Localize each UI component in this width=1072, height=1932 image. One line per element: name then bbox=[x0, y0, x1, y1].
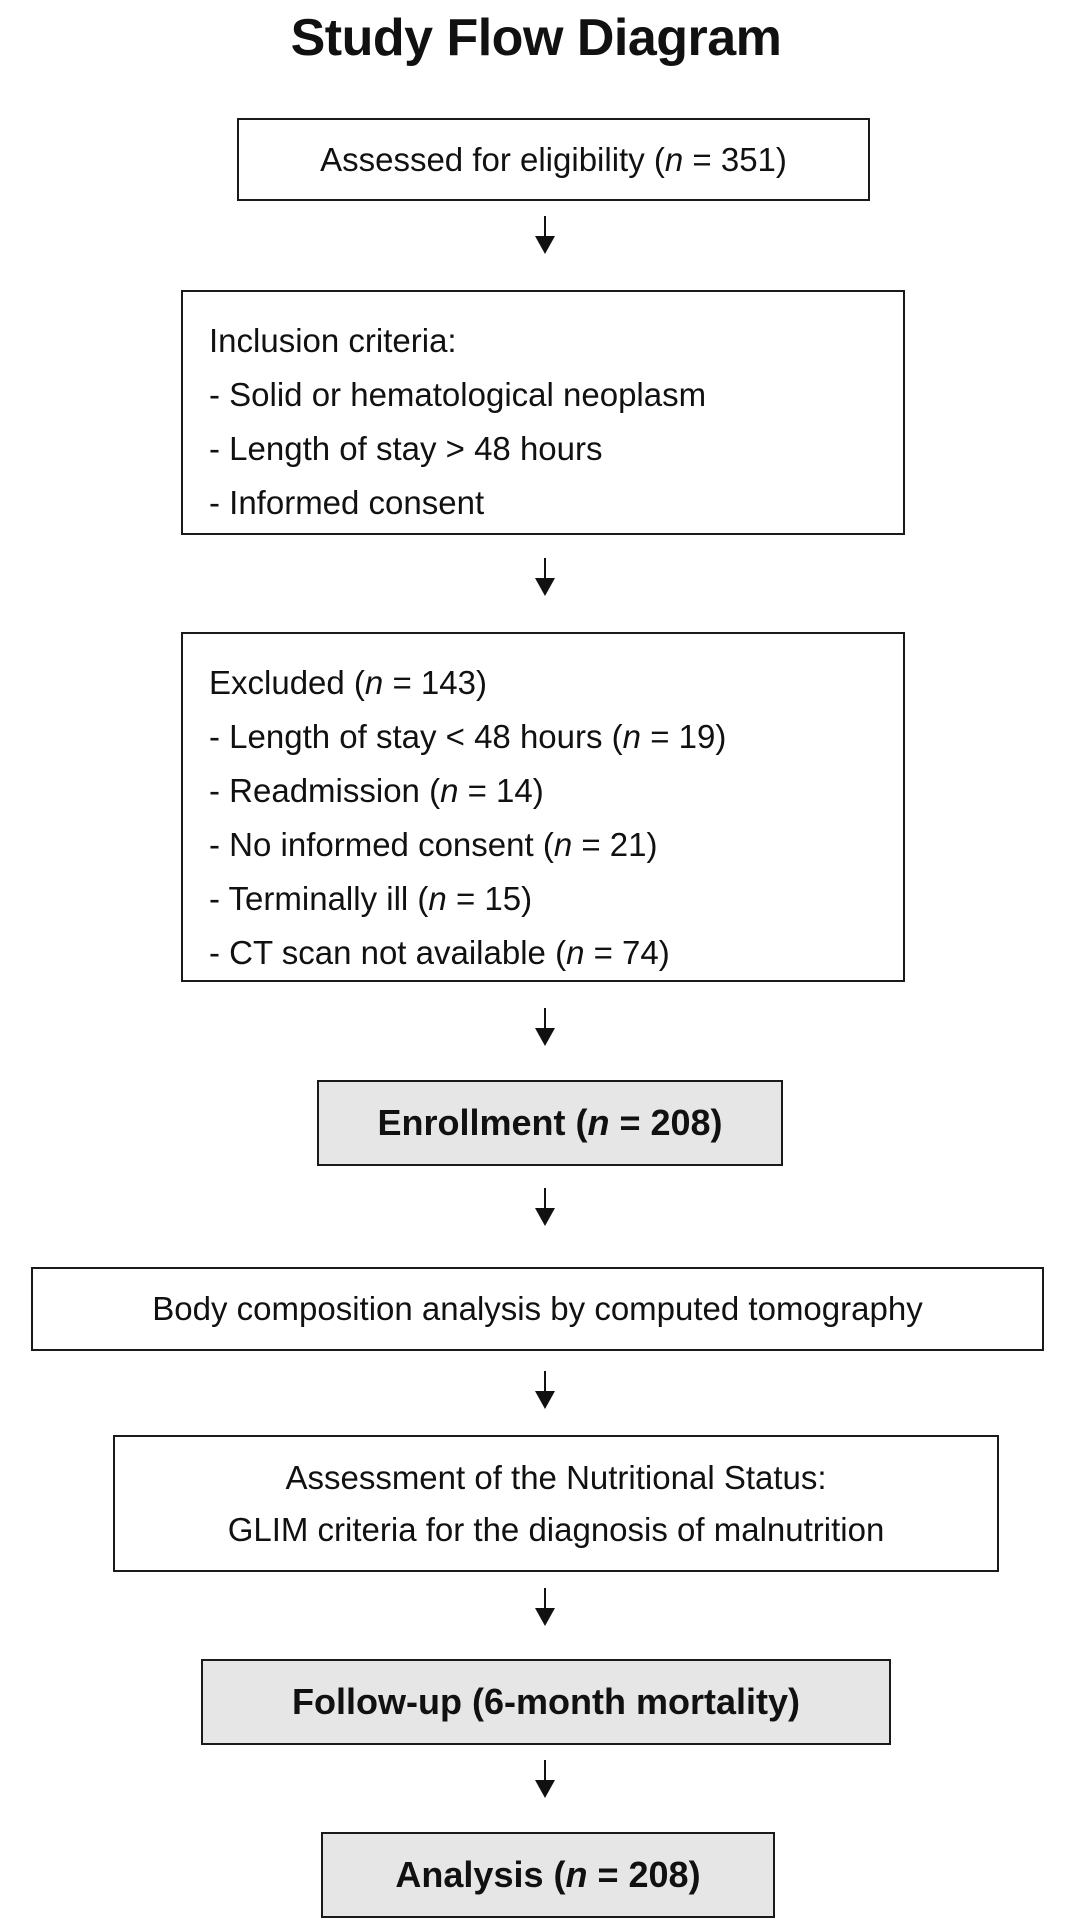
body-composition-text: Body composition analysis by computed tomography bbox=[152, 1290, 923, 1327]
nutritional-status-line1: Assessment of the Nutritional Status: bbox=[285, 1458, 827, 1496]
excluded-item: - No informed consent (n = 21) bbox=[209, 826, 658, 863]
inclusion-heading: Inclusion criteria: bbox=[209, 322, 457, 359]
excluded-heading: Excluded (n = 143) bbox=[209, 664, 487, 701]
excluded-item: - Length of stay < 48 hours (n = 19) bbox=[209, 718, 727, 755]
inclusion-criteria-box bbox=[181, 290, 905, 535]
nutritional-status-line2: GLIM criteria for the diagnosis of malnutrition bbox=[227, 1510, 885, 1548]
excluded-item: - CT scan not available (n = 74) bbox=[209, 934, 670, 971]
inclusion-item: - Informed consent bbox=[209, 484, 485, 521]
body-composition-box bbox=[31, 1267, 1044, 1351]
inclusion-item: - Solid or hematological neoplasm bbox=[209, 376, 707, 413]
enrollment-box bbox=[317, 1080, 783, 1166]
analysis-box bbox=[321, 1832, 775, 1918]
followup-box bbox=[201, 1659, 891, 1745]
nutritional-status-box bbox=[113, 1435, 999, 1572]
assessed-box bbox=[237, 118, 870, 201]
excluded-item: - Readmission (n = 14) bbox=[209, 772, 544, 809]
followup-text: Follow-up (6-month mortality) bbox=[292, 1681, 800, 1722]
excluded-item: - Terminally ill (n = 15) bbox=[209, 880, 533, 917]
inclusion-item: - Length of stay > 48 hours bbox=[209, 430, 603, 467]
analysis-text: Analysis (n = 208) bbox=[395, 1854, 701, 1895]
excluded-box bbox=[181, 632, 905, 982]
assessed-text: Assessed for eligibility (n = 351) bbox=[320, 140, 787, 178]
enrollment-text: Enrollment (n = 208) bbox=[377, 1102, 723, 1143]
diagram-title: Study Flow Diagram bbox=[290, 9, 782, 67]
